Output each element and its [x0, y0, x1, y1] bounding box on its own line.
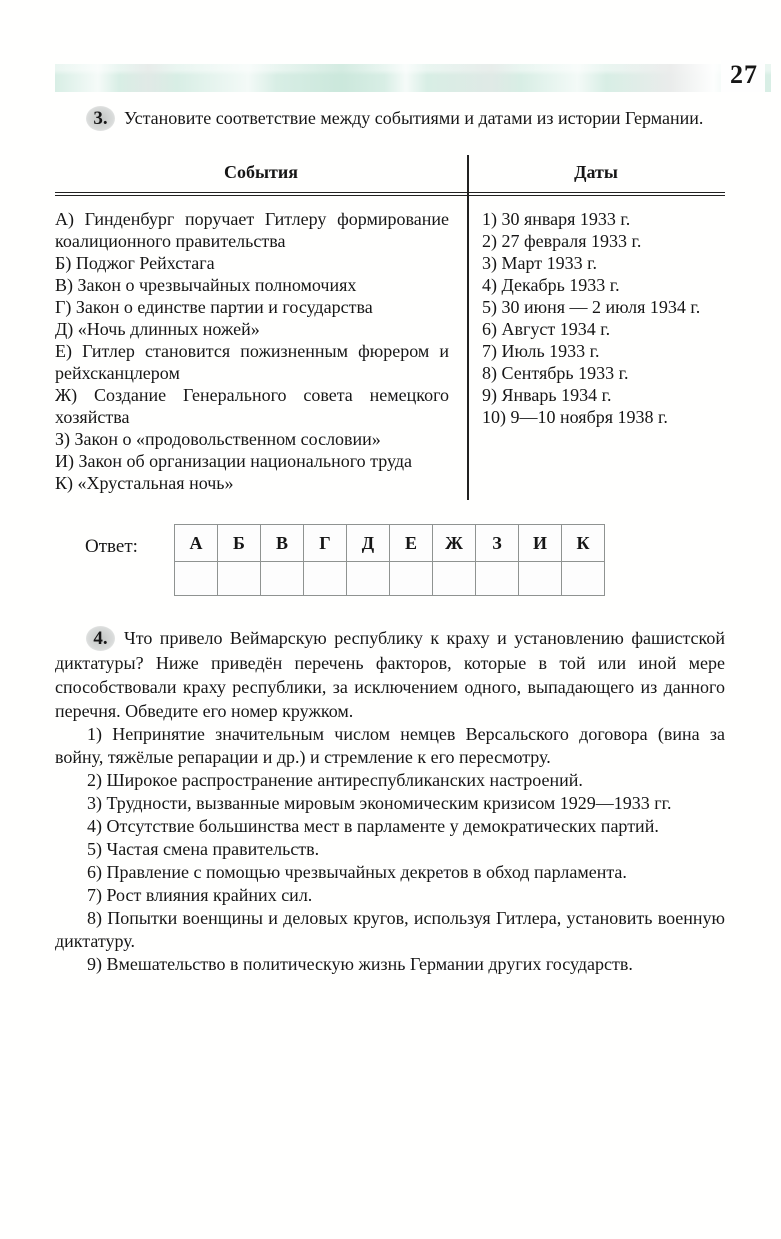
answer-section — [55, 524, 725, 596]
answer-letter-cell: А — [175, 525, 218, 562]
event-item: З) Закон о «продовольственном сословии» — [55, 429, 381, 449]
answer-letter-cell: Е — [390, 525, 433, 562]
answer-blank-cell[interactable] — [562, 562, 605, 596]
task4-item: 6) Правление с помощью чрезвычайных декретов в обход парламента. — [87, 862, 627, 882]
date-item: 4) Декабрь 1933 г. — [482, 275, 620, 295]
page-number: 27 — [721, 60, 765, 92]
answer-letter-cell: Д — [347, 525, 390, 562]
answer-letter-cell: Б — [218, 525, 261, 562]
date-item: 3) Март 1933 г. — [482, 253, 597, 273]
date-item: 5) 30 июня — 2 июля 1934 г. — [482, 297, 701, 317]
table-header-row — [55, 155, 725, 196]
header-decoration-band — [55, 64, 771, 92]
task4-intro-text: Что привело Веймарскую республику к краху и установлению фашистской диктатуры? Ниже приведён перечень факторов, которые в той или иной мере способствовали краху республики, за исключением одного, выпадающего из данного перечня. Обведите его номер кружком. — [55, 628, 725, 721]
task4-item: 1) Непринятие значительным числом немцев Версальского договора (вина за войну, тяжёлые репарации и др.) и стремление к его пересмотру. — [55, 724, 725, 767]
events-column — [55, 208, 467, 494]
answer-blank-cell[interactable] — [519, 562, 562, 596]
task3-number-badge: 3. — [86, 106, 115, 131]
table-body — [55, 196, 725, 500]
event-item: Г) Закон о единстве партии и государства — [55, 297, 373, 317]
dates-column-header: Даты — [574, 162, 618, 182]
event-item: В) Закон о чрезвычайных полномочиях — [55, 275, 357, 295]
events-column-header: События — [223, 162, 298, 182]
answer-letter-cell: Ж — [433, 525, 476, 562]
answer-blank-cell[interactable] — [261, 562, 304, 596]
task4-item: 5) Частая смена правительств. — [87, 839, 320, 859]
answer-blank-cell[interactable] — [433, 562, 476, 596]
answer-letter-cell: И — [519, 525, 562, 562]
date-item: 7) Июль 1933 г. — [482, 341, 600, 361]
answer-label: Ответ: — [85, 536, 138, 557]
event-item: Б) Поджог Рейхстага — [55, 253, 215, 273]
answer-letter-cell: К — [562, 525, 605, 562]
task4-section — [55, 626, 725, 976]
task3-section — [55, 106, 725, 596]
answer-letter-cell: В — [261, 525, 304, 562]
answer-blank-cell[interactable] — [304, 562, 347, 596]
event-item: Е) Гитлер становится пожизненным фюрером и рейхсканцлером — [55, 341, 449, 383]
answer-blank-cell[interactable] — [347, 562, 390, 596]
answer-input-row — [175, 562, 605, 596]
date-item: 1) 30 января 1933 г. — [482, 209, 631, 229]
answer-letter-cell: Г — [304, 525, 347, 562]
date-item: 9) Январь 1934 г. — [482, 385, 612, 405]
answer-blank-cell[interactable] — [390, 562, 433, 596]
date-item: 6) Август 1934 г. — [482, 319, 611, 339]
event-item: К) «Хрустальная ночь» — [55, 473, 234, 493]
answer-grid — [174, 524, 605, 596]
task4-item: 7) Рост влияния крайних сил. — [87, 885, 313, 905]
events-dates-table — [55, 155, 725, 500]
column-divider — [467, 155, 469, 500]
answer-blank-cell[interactable] — [476, 562, 519, 596]
event-item: И) Закон об организации национального труда — [55, 451, 413, 471]
answer-header-row — [175, 525, 605, 562]
date-item: 8) Сентябрь 1933 г. — [482, 363, 629, 383]
task4-item: 3) Трудности, вызванные мировым экономическим кризисом 1929—1933 гг. — [87, 793, 672, 813]
event-item: А) Гинденбург поручает Гитлеру формирование коалиционного правительства — [55, 209, 449, 251]
task4-item: 4) Отсутствие большинства мест в парламенте у демократических партий. — [87, 816, 659, 836]
task4-number-badge: 4. — [86, 626, 115, 651]
event-item: Д) «Ночь длинных ножей» — [55, 319, 260, 339]
answer-blank-cell[interactable] — [218, 562, 261, 596]
task3-intro-text: Установите соответствие между событиями и датами из истории Германии. — [124, 108, 704, 128]
answer-blank-cell[interactable] — [175, 562, 218, 596]
task4-item: 9) Вмешательство в политическую жизнь Германии других государств. — [87, 954, 633, 974]
date-item: 2) 27 февраля 1933 г. — [482, 231, 642, 251]
task4-intro — [55, 626, 725, 723]
task4-item: 8) Попытки военщины и деловых кругов, используя Гитлера, установить военную диктатуру. — [55, 908, 725, 951]
dates-column — [467, 208, 725, 494]
task4-item: 2) Широкое распространение антиреспубликанских настроений. — [87, 770, 583, 790]
answer-letter-cell: З — [476, 525, 519, 562]
task3-intro — [55, 106, 725, 131]
event-item: Ж) Создание Генерального совета немецкого хозяйства — [55, 385, 449, 427]
page-content — [55, 106, 725, 976]
task4-factor-list — [55, 723, 725, 976]
date-item: 10) 9—10 ноября 1938 г. — [482, 407, 668, 427]
